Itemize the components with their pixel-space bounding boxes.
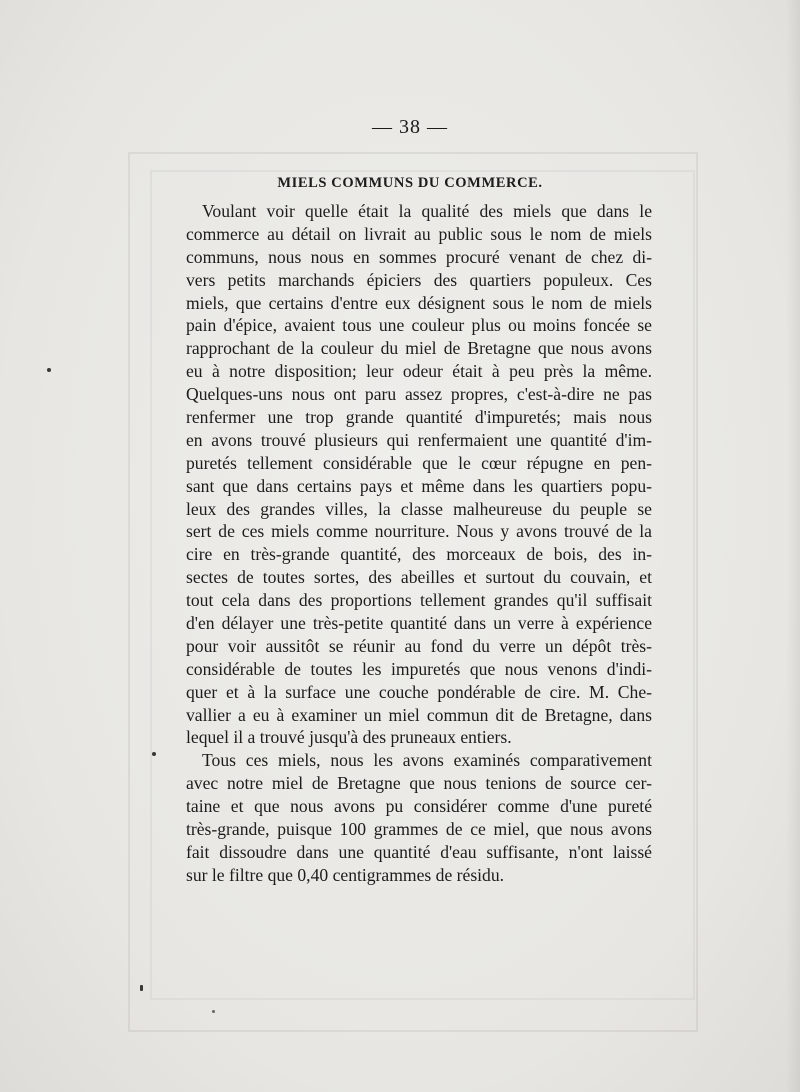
text-line: miels, que certains d'entre eux désignent sous le nom de miels [186, 292, 652, 313]
ink-speck [212, 1010, 215, 1013]
text-line: considérable de toutes les impuretés que nous venons d'indi- [186, 658, 652, 679]
body-text [186, 200, 652, 887]
text-line: eu à notre disposition; leur odeur était à peu près la même. [186, 361, 652, 382]
page-edge-shadow [786, 0, 800, 1092]
text-line: Tous ces miels, nous les avons examinés comparativement [202, 750, 652, 771]
text-line: fait dissoudre dans une quantité d'eau suffisante, n'ont laissé [186, 841, 652, 862]
text-line: pour voir aussitôt se réunir au fond du verre un dépôt très- [186, 635, 652, 656]
text-line: commerce au détail on livrait au public sous le nom de miels [186, 223, 652, 244]
text-line: sant que dans certains pays et même dans les quartiers popu- [186, 475, 652, 496]
text-line: leux des grandes villes, la classe malheureuse du peuple se [186, 498, 652, 519]
text-line: très-grande, puisque 100 grammes de ce miel, que nous avons [186, 819, 652, 840]
section-title: MIELS COMMUNS DU COMMERCE. [277, 175, 543, 191]
page-number: — 38 — [372, 116, 448, 138]
ink-speck [47, 368, 51, 372]
text-line: cire en très-grande quantité, des morceaux de bois, des in- [186, 544, 652, 565]
text-line: vers petits marchands épiciers des quartiers populeux. Ces [186, 269, 652, 290]
text-line: sert de ces miels comme nourriture. Nous y avons trouvé de la [186, 521, 652, 542]
text-line: communs, nous nous en sommes procuré venant de chez di- [186, 246, 652, 267]
text-line: lequel il a trouvé jusqu'à des pruneaux entiers. [186, 727, 512, 748]
text-line: Voulant voir quelle était la qualité des miels que dans le [202, 201, 652, 221]
text-line: sur le filtre que 0,40 centigrammes de résidu. [186, 864, 505, 885]
text-line: tout cela dans des proportions tellement grandes qu'il suffisait [186, 590, 652, 611]
text-line: puretés tellement considérable que le cœur répugne en pen- [186, 452, 652, 473]
text-line: Quelques-uns nous ont paru assez propres, c'est-à-dire ne pas [186, 384, 652, 405]
ink-speck [140, 985, 143, 991]
text-line: vallier a eu à examiner un miel commun dit de Bretagne, dans [186, 704, 652, 725]
text-line: taine et que nous avons pu considérer comme d'une pureté [186, 796, 652, 817]
text-line: sectes de toutes sortes, des abeilles et surtout du couvain, et [186, 567, 652, 588]
text-line: en avons trouvé plusieurs qui renfermaient une quantité d'im- [186, 429, 652, 450]
text-line: d'en délayer une très-petite quantité dans un verre à expérience [186, 613, 652, 634]
text-line: quer et à la surface une couche pondérable de cire. M. Che- [186, 681, 652, 702]
ink-speck [152, 752, 156, 756]
text-line: rapprochant de la couleur du miel de Bretagne que nous avons [186, 338, 652, 359]
text-line: avec notre miel de Bretagne que nous tenions de source cer- [186, 773, 652, 794]
text-line: renfermer une trop grande quantité d'impuretés; mais nous [186, 407, 652, 428]
text-line: pain d'épice, avaient tous une couleur plus ou moins foncée se [186, 315, 652, 336]
